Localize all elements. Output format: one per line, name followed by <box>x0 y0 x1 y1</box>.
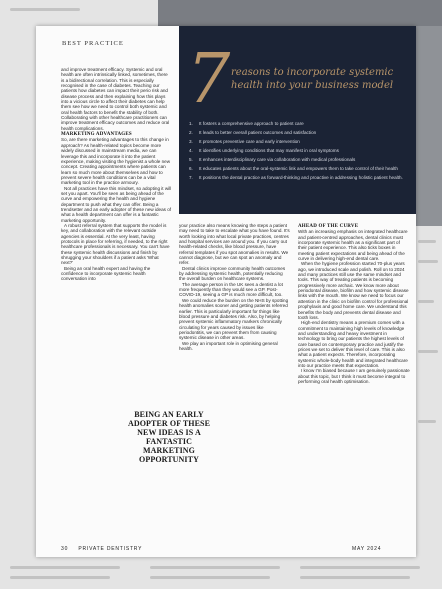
reason-item <box>189 139 409 145</box>
body-paragraph: With an increasing emphasis on integrated healthcare and patient-centred approaches, dental clinics must incorporate systemic health as a significant part of their patient experience. This also ticks boxes in meeting patient expectations and being ahead of the curve in delivering high-end dental care. <box>298 229 408 262</box>
magazine-page <box>36 26 416 557</box>
body-paragraph: The average person in the UK sees a dentist a lot more frequently than they would see a GP. Post-COVID-19, seeing a GP is much more difficult, too. <box>179 281 283 298</box>
background-blur-line <box>150 566 280 569</box>
background-blur-line <box>10 576 110 579</box>
background-blur-line <box>10 566 120 569</box>
reason-item <box>189 175 409 181</box>
background-dark-band <box>158 0 442 26</box>
background-blur-line <box>300 576 410 579</box>
reason-text: It identifies underlying conditions that may manifest in oral symptoms <box>199 147 339 153</box>
reasons-title: reasons to incorporate systemic health into your business model <box>231 67 394 91</box>
reason-number: 7. <box>189 174 193 180</box>
body-paragraph: We could reduce the burden on the NHS by spotting health anomalies sooner and getting patients referred earlier. This is particularly important for things like blood pressure and diabetes risk. Also, by helping prevent systemic inflammatory markers chronically circulating for years caused by issues like periodontitis, we can prevent them from causing systemic disease in other areas. <box>179 297 289 341</box>
background-blur-line <box>418 260 438 263</box>
reason-number: 4. <box>189 147 193 153</box>
body-paragraph: I know I'm biased because I am genuinely passionate about this topic, but I think it must become integral to performing oral health optimisation. <box>298 368 410 384</box>
body-paragraph: We play an important role in optimising general health. <box>179 340 278 351</box>
subheading: MARKETING ADVANTAGES <box>61 132 132 138</box>
page-number: 30 <box>61 546 69 552</box>
issue-date: MAY 2024 <box>352 546 382 552</box>
background-blur-line <box>300 566 420 569</box>
reason-item <box>189 121 409 127</box>
pull-quote: BEING AN EARLY ADOPTER OF THESE NEW IDEAS IS A FANTASTIC MARKETING OPPORTUNITY <box>127 410 211 464</box>
reason-number: 2. <box>189 129 193 135</box>
section-label: BEST PRACTICE <box>62 40 124 47</box>
article-column-3 <box>298 223 410 384</box>
publication-name: PRIVATE DENTISTRY <box>78 546 143 552</box>
reasons-list <box>189 121 409 184</box>
background-blur-line <box>418 300 434 303</box>
body-paragraph: A robust referral system that supports the model is key, and collaboration with the relevant outside agencies is essential. At the very least, having protocols in place for referring, if needed, to the right healthcare professionals is necessary. You can't have these systemic health discussions and finish by shrugging your shoulders if a patient asks 'What next?' <box>61 222 170 266</box>
body-paragraph: Dental clinics improve community health outcomes by addressing systemic health, potentially reducing the overall burden on healthcare systems. <box>179 265 286 282</box>
background-blur-line <box>150 576 270 579</box>
reason-number: 6. <box>189 165 193 171</box>
reason-text: It promotes preventive care and early intervention <box>199 138 300 144</box>
page-footer-left <box>61 546 142 552</box>
reason-text: It fosters a comprehensive approach to patient care <box>199 121 304 126</box>
body-paragraph: So, are there marketing advantages to this change in approach? As health-related topics become more widely discussed in mainstream media, we can leverage this and incorporate it into the patient experience, making visiting the hygienist a whole new concept. Creating appointments where patients can learn so much more about themselves and how to prevent severe health conditions can be a vital marketing tool in the practice armoury. <box>61 137 171 186</box>
body-paragraph: High-end dentistry means a premium comes with a commitment to maintaining high levels of knowledge and understanding and heavy investment in technology to bring our patients the highest levels of care based on contemporary practice and justify the prices we set to deliver this level of care. This is also what a patient expects. Therefore, incorporating systemic whole-body health and integrated healthcare into our practice meets that expectation. <box>298 320 408 368</box>
background-blur-line <box>10 8 80 11</box>
body-paragraph: your practice also means knowing the steps a patient may need to take to escalate what you have found. It's worth looking into what local private practices, centres and hospital services are around you. If you carry out health-related checks, like blood pressure, have referral templates if you spot anomalies in results. We cannot diagnose, but we can spot an anomaly and refer. <box>179 223 290 266</box>
body-paragraph: Not all practices have this mindset, so adopting it will set you apart. You'll be seen as being ahead of the curve and empowering the health and hygiene department to push what they can offer. Being a trendsetter and an early adopter of these new ideas of what a health department can offer is a fantastic marketing opportunity. <box>61 185 172 223</box>
body-paragraph: and improve treatment efficacy. Systemic and oral health are often intrinsically linked, sometimes, there is a bidirectional correlation. This is especially recognised in the case of diabetes. Teaching our patients how diabetes can impact their perio risk and disease process and then explaining how this plays into a vicious circle to affect their diabetes can help them see how we need to control both systemic and oral health factors to benefit the stability of both. Collaborating with other healthcare practitioners can improve treatment efficacy outcomes and reduce oral health complications. <box>61 67 170 131</box>
reason-number: 3. <box>189 138 193 144</box>
reason-item <box>189 130 409 136</box>
reason-number: 1. <box>189 121 193 126</box>
reason-text: It positions the dental practice as forward-thinking and proactive in addressing holistic patient health. <box>199 174 403 180</box>
reason-item <box>189 157 409 163</box>
reason-text: It leads to better overall patient outcomes and satisfaction <box>199 129 317 135</box>
reasons-number: 7 <box>187 40 231 119</box>
reason-item <box>189 166 409 172</box>
reason-item <box>189 148 409 154</box>
reasons-box <box>179 26 416 214</box>
body-paragraph: When the hygiene profession started 70-plus years ago, we introduced scale and polish. Roll on to 2024 and many practices still use the same mindset and tools. This way of treating patients is becoming progressively more archaic. We know more about periodontal disease, biofilm and how systemic disease links with the mouth. We know we need to focus our attention in the clinic on biofilm control for professional prophylaxis and good home care. We understand this benefits the body and prevents dental disease and tooth loss. <box>298 261 409 320</box>
reason-number: 5. <box>189 156 193 162</box>
background-blur-line <box>418 420 436 423</box>
background-blur-line <box>418 240 436 243</box>
reason-text: It enhances interdisciplinary care via collaboration with medical professionals <box>199 156 356 162</box>
subheading: AHEAD OF THE CURVE <box>298 224 359 229</box>
article-column-1 <box>61 67 172 282</box>
background-blur-line <box>418 350 438 353</box>
reason-text: It educates patients about the oral-systemic link and empowers them to take control of their health <box>199 165 398 171</box>
body-paragraph: Being an oral health expert and having the confidence to incorporate systemic health conversation into <box>61 265 151 282</box>
article-column-2 <box>179 223 290 351</box>
